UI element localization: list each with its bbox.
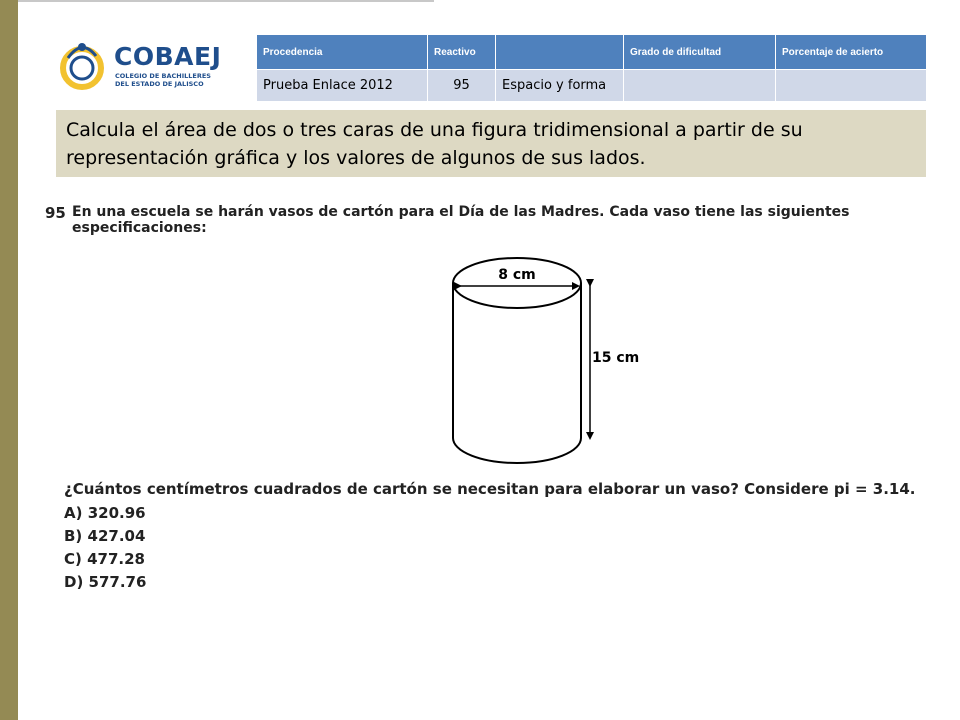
info-table-header-row (257, 35, 927, 70)
cell-procedencia: Prueba Enlace 2012 (257, 70, 428, 102)
header-grado-dificultad: Grado de dificultad (624, 35, 776, 70)
option-d-value: 577.76 (88, 573, 147, 591)
header-empty (496, 35, 624, 70)
learning-objective-banner: Calcula el área de dos o tres caras de una figura tridimensional a partir de su representación gráfica y los valores de algunos de sus lados. (56, 110, 926, 177)
option-d[interactable] (64, 573, 146, 591)
logo-wordmark: COBAEJ (114, 42, 222, 71)
option-c[interactable] (64, 550, 145, 568)
cobaej-logo (58, 38, 222, 94)
header-reactivo: Reactivo (428, 35, 496, 70)
option-b[interactable] (64, 527, 145, 545)
option-b-letter: B) (64, 527, 83, 545)
height-label: 15 cm (592, 350, 640, 366)
option-b-value: 427.04 (87, 527, 146, 545)
question-text-line1: En una escuela se harán vasos de cartón para el Día de las Madres. Cada vaso tiene las siguientes (72, 204, 850, 220)
diameter-label: 8 cm (498, 267, 536, 283)
question-number: 95 (45, 204, 66, 222)
logo-subtitle-line1: COLEGIO DE BACHILLERES (115, 72, 211, 80)
logo-emblem-icon (58, 38, 108, 94)
option-a[interactable] (64, 504, 146, 522)
info-table (256, 34, 927, 102)
cell-reactivo: 95 (428, 70, 496, 102)
cell-tema: Espacio y forma (496, 70, 624, 102)
info-table-row (257, 70, 927, 102)
header-procedencia: Procedencia (257, 35, 428, 70)
option-d-letter: D) (64, 573, 84, 591)
option-a-letter: A) (64, 504, 83, 522)
top-divider-line (18, 0, 434, 2)
header-porcentaje-acierto: Porcentaje de acierto (776, 35, 927, 70)
logo-subtitle (115, 72, 225, 88)
question-text-line2: especificaciones: (72, 220, 207, 236)
cylinder-figure (440, 244, 650, 466)
cylinder-top-ellipse (453, 258, 581, 308)
cell-grado-dificultad (624, 70, 776, 102)
option-a-value: 320.96 (87, 504, 146, 522)
option-c-value: 477.28 (87, 550, 145, 568)
cylinder-bottom-arc (453, 438, 581, 463)
cell-porcentaje-acierto (776, 70, 927, 102)
left-sidebar-bar (0, 0, 18, 720)
option-c-letter: C) (64, 550, 82, 568)
logo-subtitle-line2: DEL ESTADO DE JALISCO (115, 80, 204, 88)
question-prompt: ¿Cuántos centímetros cuadrados de cartón se necesitan para elaborar un vaso? Considere pi = 3.14. (64, 480, 916, 498)
